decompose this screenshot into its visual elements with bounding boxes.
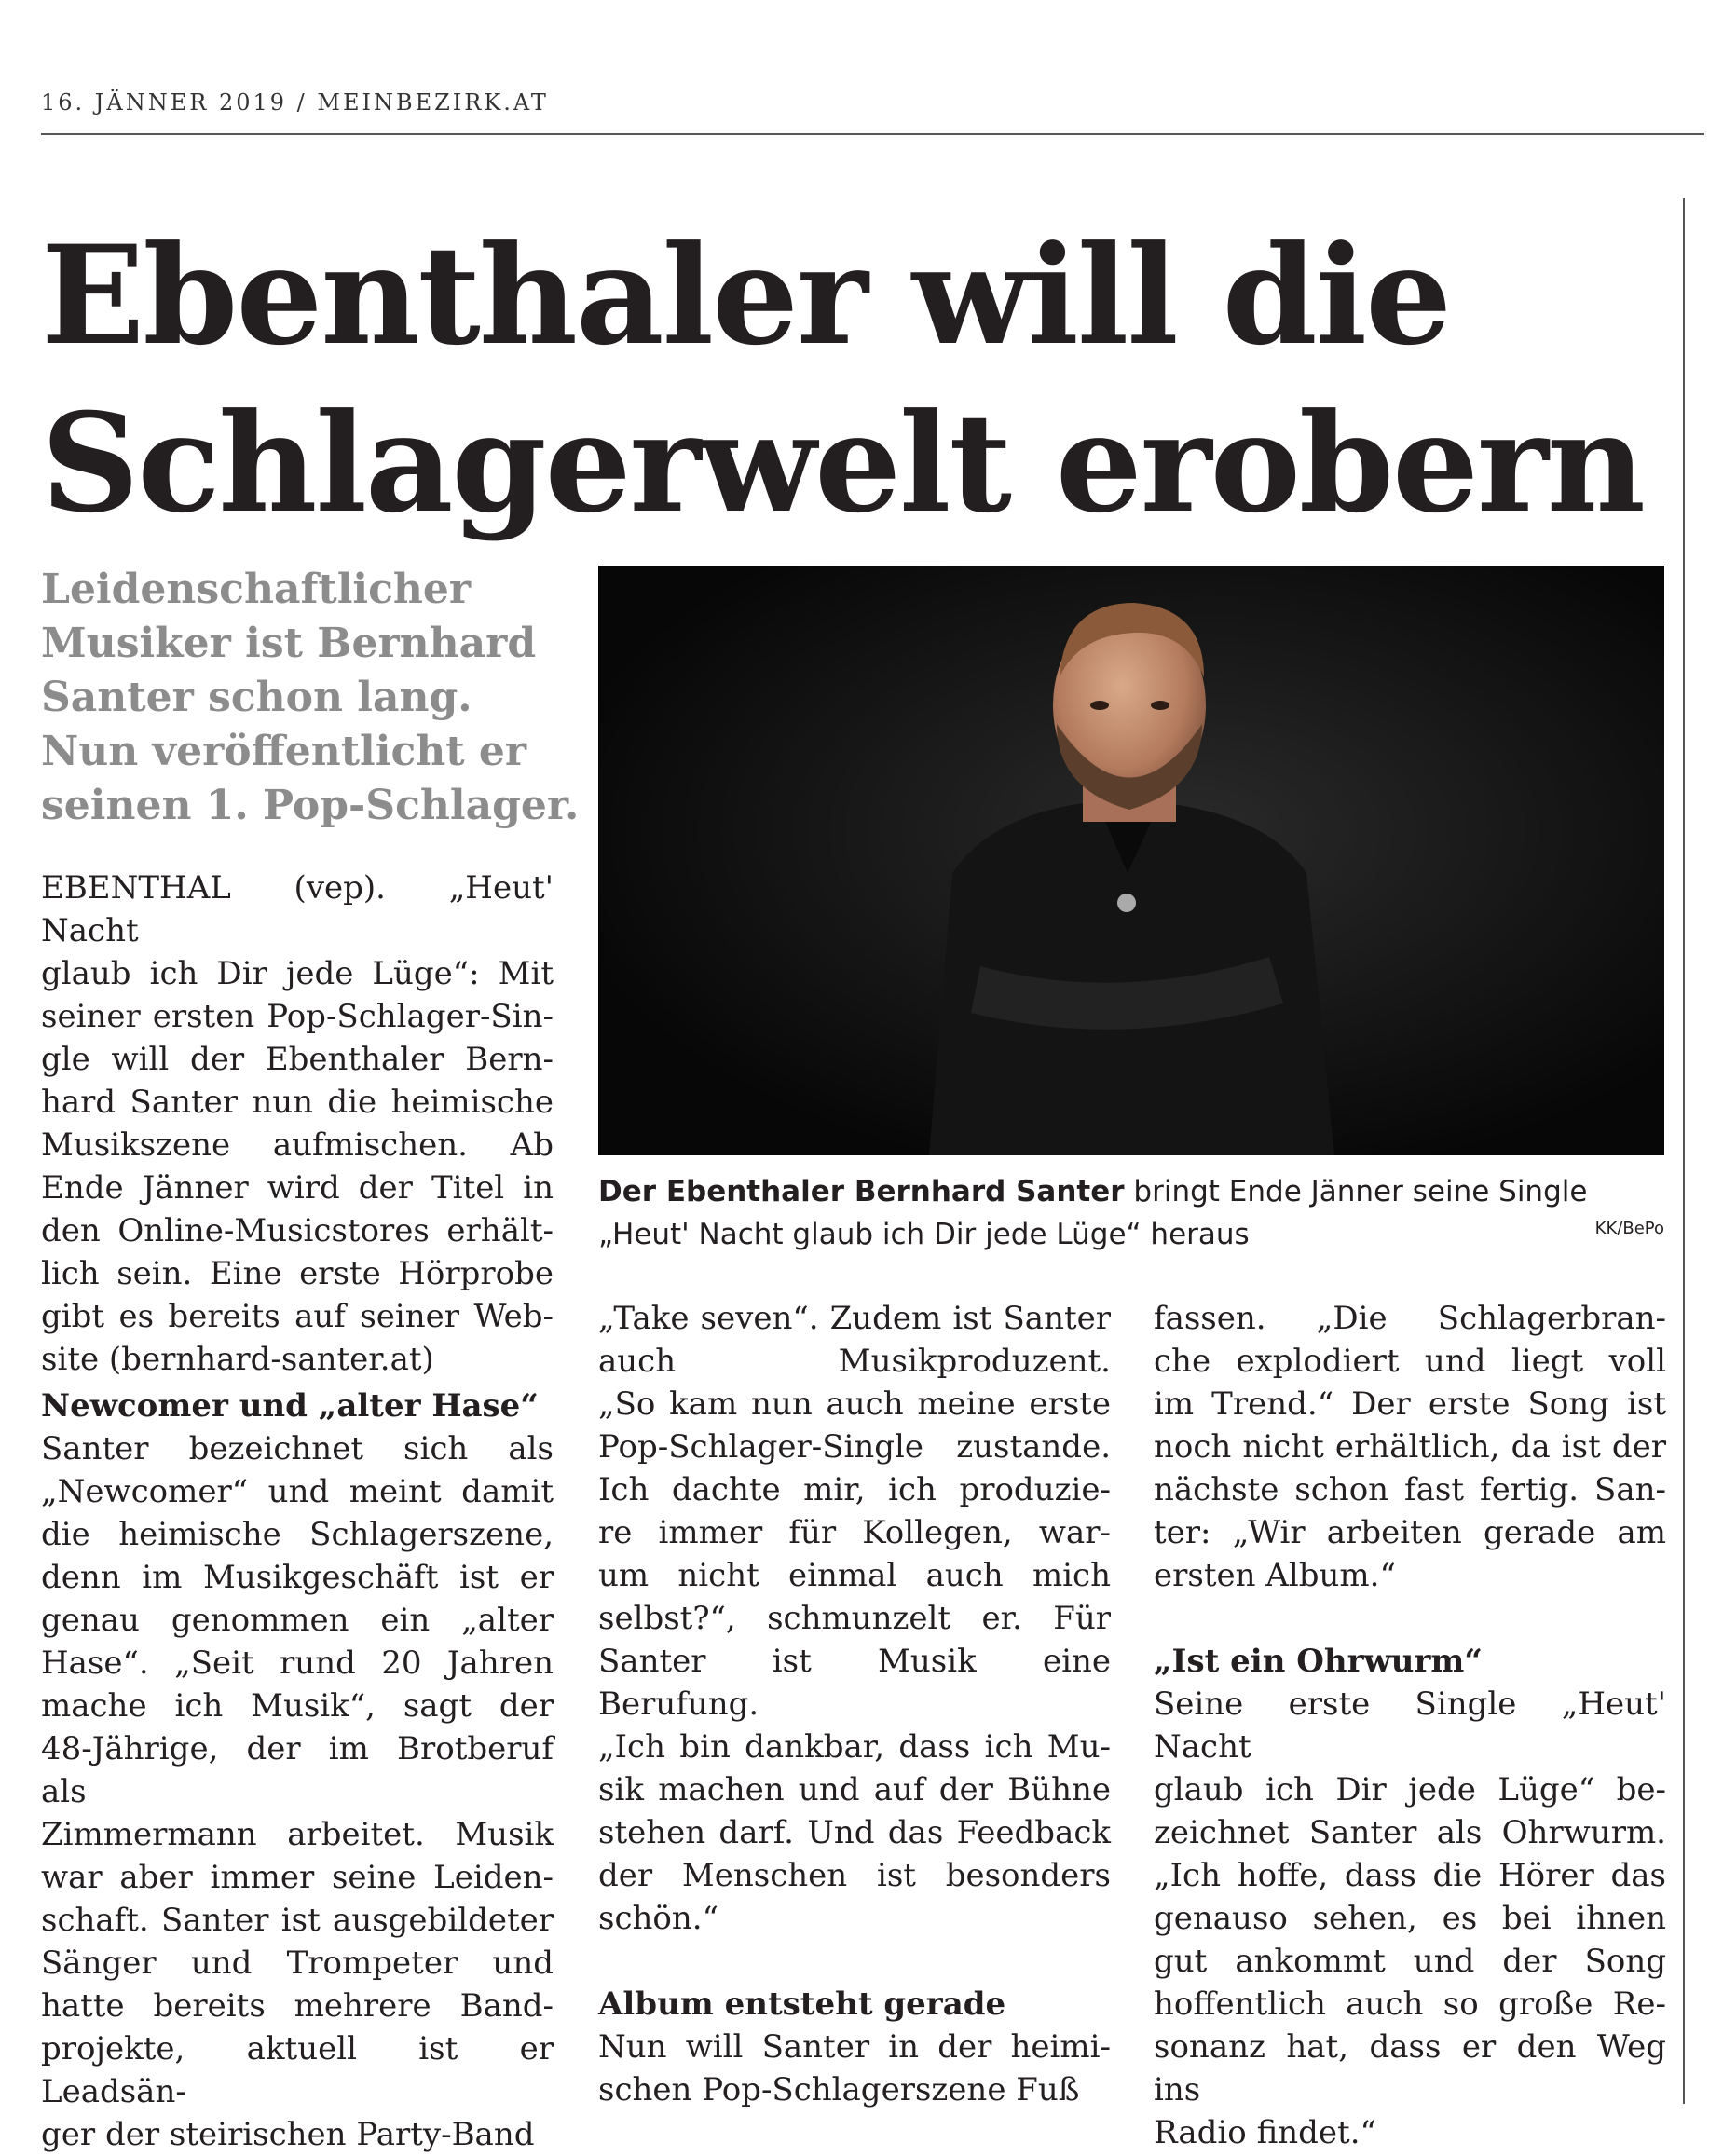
section-newcomer (41, 1385, 554, 2156)
text-line: genauso sehen, es bei ihnen (1154, 1900, 1666, 1937)
text-line: Seine erste Single „Heut' Nacht (1154, 1685, 1666, 1766)
text-line: glaub ich Dir jede Lüge“ be- (1154, 1771, 1666, 1808)
top-rule (41, 133, 1704, 135)
text-line: hatte bereits mehrere Band- (41, 1987, 554, 2025)
text-line: ger der steirischen Party-Band (41, 2116, 535, 2153)
headline-line: Ebenthaler will die (41, 216, 1451, 375)
text-line: nächste schon fast fertig. San- (1154, 1471, 1666, 1508)
text-line: Radio findet.“ (1154, 2114, 1376, 2151)
text-line: selbst?“, schmunzelt er. Für (598, 1600, 1111, 1637)
spacer (598, 1940, 1111, 1983)
subhead-line: Santer schon lang. (41, 674, 472, 721)
section-heading: Newcomer und „alter Hase“ (41, 1387, 539, 1425)
text-line: Santer ist Musik eine Berufung. (598, 1643, 1111, 1723)
text-line: hoffentlich auch so große Re- (1154, 1985, 1666, 2023)
photo-caption (598, 1170, 1664, 1256)
subhead-line: Leidenschaftlicher (41, 566, 472, 613)
text-line: Pop-Schlager-Single zustande. (598, 1428, 1111, 1466)
text-line: um nicht einmal auch mich (598, 1557, 1111, 1594)
caption-line-1 (598, 1170, 1664, 1213)
subheadline (41, 563, 580, 833)
subhead-line: seinen 1. Pop-Schlager. (41, 782, 580, 829)
portrait-photo (598, 566, 1664, 1155)
text-line: zeichnet Santer als Ohrwurm. (1154, 1814, 1666, 1851)
text-line: fassen. „Die Schlagerbran- (1154, 1300, 1666, 1337)
text-line: Ende Jänner wird der Titel in (41, 1169, 554, 1207)
photo-credit: KK/BePo (1594, 1219, 1664, 1238)
spacer (1154, 1597, 1666, 1640)
text-line: Zimmermann arbeitet. Musik (41, 1816, 554, 1853)
text-line: hard Santer nun die heimische (41, 1084, 554, 1121)
portrait-image (598, 566, 1664, 1155)
caption-bold: Der Ebenthaler Bernhard Santer (598, 1175, 1125, 1208)
column-rule (1683, 198, 1685, 2104)
text-line: den Online-Musicstores erhält- (41, 1212, 554, 1249)
text-line: re immer für Kollegen, war- (598, 1514, 1111, 1551)
text-line: „Ich bin dankbar, dass ich Mu- (598, 1728, 1111, 1766)
text-line: lich sein. Eine erste Hörprobe (41, 1255, 554, 1292)
text-line: Hase“. „Seit rund 20 Jahren (41, 1644, 554, 1682)
text-line: „Ich hoffe, dass die Hörer das (1154, 1857, 1666, 1894)
headline (41, 212, 1662, 548)
text-line: schön.“ (598, 1900, 718, 1937)
text-line: „Newcomer“ und meint damit (41, 1473, 554, 1510)
text-line: gle will der Ebenthaler Bern- (41, 1041, 554, 1078)
subhead-line: Musiker ist Bernhard (41, 620, 537, 667)
text-line: EBENTHAL (vep). „Heut' Nacht (41, 869, 554, 949)
text-line: glaub ich Dir jede Lüge“: Mit (41, 955, 554, 992)
text-line: stehen darf. Und das Feedback (598, 1814, 1111, 1851)
text-line: Musikszene aufmischen. Ab (41, 1126, 554, 1164)
text-line: sik machen und auf der Bühne (598, 1771, 1111, 1808)
text-line: auch Musikproduzent. (598, 1343, 1111, 1380)
text-line: noch nicht erhältlich, da ist der (1154, 1428, 1666, 1466)
text-line: war aber immer seine Leiden- (41, 1859, 554, 1896)
text-line: denn im Musikgeschäft ist er (41, 1559, 554, 1596)
text-line: sonanz hat, dass er den Weg ins (1154, 2028, 1666, 2108)
headline-line: Schlagerwelt erobern (41, 384, 1644, 543)
text-line: genau genommen ein „alter (41, 1602, 554, 1639)
text-line: Nun will Santer in der heimi- (598, 2028, 1111, 2066)
text-line: „So kam nun auch meine erste (598, 1385, 1111, 1423)
text-line: site (bernhard-santer.at) (41, 1341, 434, 1378)
text-line: gibt es bereits auf seiner Web- (41, 1298, 554, 1335)
text-line: schen Pop-Schlagerszene Fuß (598, 2071, 1080, 2108)
text-line: Ich dachte mir, ich produzie- (598, 1471, 1111, 1508)
text-line: im Trend.“ Der erste Song ist (1154, 1385, 1666, 1423)
text-line: Sänger und Trompeter und (41, 1944, 554, 1982)
text-line: die heimische Schlagerszene, (41, 1516, 554, 1553)
caption-line-2: „Heut' Nacht glaub ich Dir jede Lüge“ heraus (598, 1218, 1250, 1251)
text-line: schaft. Santer ist ausgebildeter (41, 1902, 554, 1939)
text-line: 48-Jährige, der im Brotberuf als (41, 1730, 554, 1810)
section-heading: „Ist ein Ohrwurm“ (1154, 1643, 1483, 1680)
article-column-3 (1154, 1297, 1666, 2154)
text-line: der Menschen ist besonders (598, 1857, 1111, 1894)
text-line: ersten Album.“ (1154, 1557, 1396, 1594)
text-line: gut ankommt und der Song (1154, 1943, 1666, 1980)
subhead-line: Nun veröffentlicht er (41, 728, 527, 775)
text-line: seiner ersten Pop-Schlager-Sin- (41, 998, 554, 1035)
text-line: projekte, aktuell ist er Leadsän- (41, 2030, 554, 2110)
text-line: Santer bezeichnet sich als (41, 1430, 554, 1467)
text-line: che explodiert und liegt voll (1154, 1343, 1666, 1380)
text-line: mache ich Musik“, sagt der (41, 1687, 554, 1725)
caption-text: bringt Ende Jänner seine Single (1124, 1175, 1588, 1208)
dateline: 16. JÄNNER 2019 / MEINBEZIRK.AT (41, 89, 549, 116)
intro-paragraph (41, 866, 554, 1381)
text-line: „Take seven“. Zudem ist Santer (598, 1300, 1111, 1337)
section-heading: Album entsteht gerade (598, 1985, 1006, 2023)
article-column-2 (598, 1297, 1111, 2111)
text-line: ter: „Wir arbeiten gerade am (1154, 1514, 1666, 1551)
